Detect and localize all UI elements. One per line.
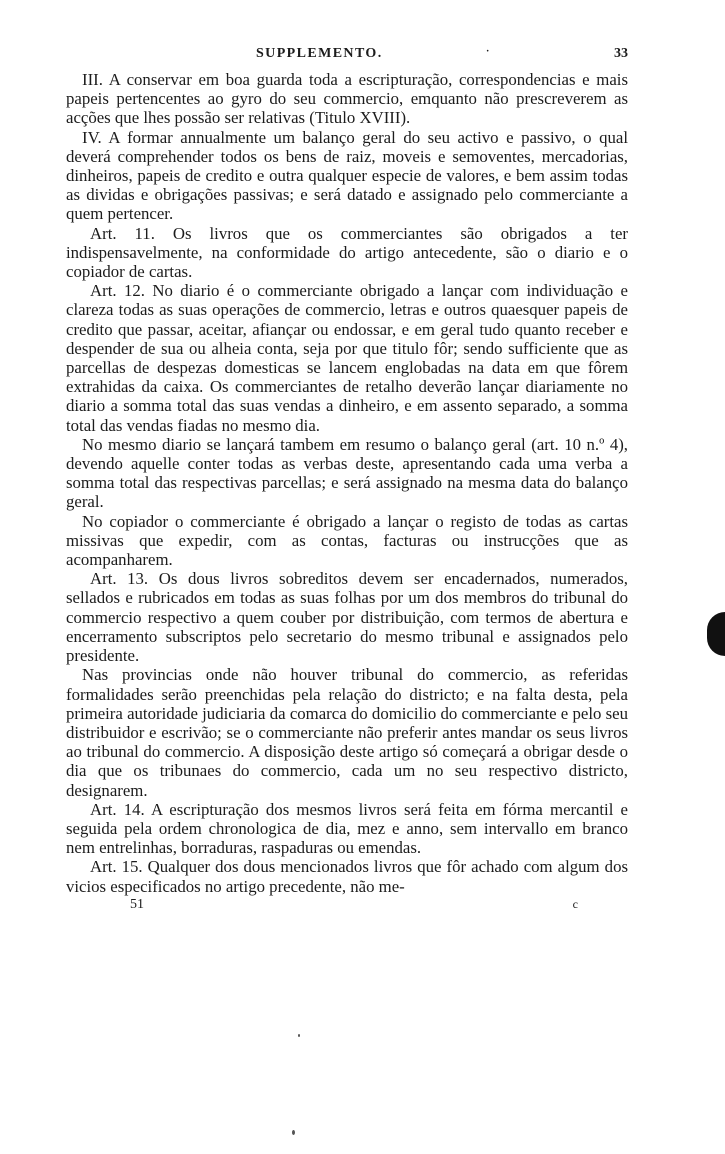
paper-speck: [292, 1130, 295, 1135]
catchword: c: [572, 896, 578, 911]
page-number: 33: [614, 46, 628, 61]
body-text: [66, 70, 628, 896]
paragraph-diario-balanco: No mesmo diario se lançará tambem em resumo o balanço geral (art. 10 n.º 4), devendo aquelle conter todas as verbas deste, apresentando cada uma verba a somma total das respectivas parcellas; e será assignado na mesma data do balanço geral.: [66, 434, 628, 512]
running-header: [66, 44, 628, 70]
paragraph-art-13: Art. 13. Os dous livros sobreditos devem ser encadernados, numerados, sellados e rubricados em todas as suas folhas por um dos membros do tribunal do commercio respectivo a quem couber por distribuição, com termos de abertura e encerramento subscriptos pelo secretario do mesmo tribunal e assignados pelo presidente.: [66, 569, 628, 666]
paper-speck: [298, 1034, 300, 1037]
paragraph-art-14: Art. 14. A escripturação dos mesmos livros será feita em fórma mercantil e seguida pela ordem chronologica de dia, mez e anno, sem intervallo em branco nem entrelinhas, borraduras, raspaduras ou emendas.: [66, 799, 628, 858]
signature-mark: 51: [130, 896, 144, 912]
header-mark: ·: [486, 46, 491, 57]
page-footer: [66, 897, 628, 917]
paragraph-item-iii: III. A conservar em boa guarda toda a escripturação, correspondencias e mais papeis pertencentes ao gyro do seu commercio, emquanto não prescreverem as acções que lhes possão ser relativas (Titulo XVIII).: [66, 70, 628, 128]
paragraph-copiador: No copiador o commerciante é obrigado a lançar o registo de todas as cartas missivas que expedir, com as contas, facturas ou instrucções que as acompanharem.: [66, 511, 628, 570]
paragraph-art-11: Art. 11. Os livros que os commerciantes são obrigados a ter indispensavelmente, na conformidade do artigo antecedente, são o diario e o copiador de cartas.: [66, 223, 628, 282]
paragraph-item-iv: IV. A formar annualmente um balanço geral do seu activo e passivo, o qual deverá comprehender todos os bens de raiz, moveis e semoventes, mercadorias, dinheiros, papeis de credito e outra qualquer especie de valores, e bem assim todas as dividas e obrigações passivas; e será datado e assignado pelo commerciante a quem pertencer.: [66, 127, 628, 224]
paragraph-art-15: Art. 15. Qualquer dos dous mencionados livros que fôr achado com algum dos vicios especificados no artigo precedente, não me-: [66, 857, 628, 896]
paragraph-provincias: Nas provincias onde não houver tribunal do commercio, as referidas formalidades serão preenchidas pela relação do districto; e na falta desta, pela primeira autoridade judiciaria da comarca do domicilio do commerciante e pelo seu distribuidor e escrivão; se o commerciante não preferir antes mandar os seus livros ao tribunal do commercio. A disposição deste artigo só começará a obrigar desde o dia que os tribunaes do commercio, cada um no seu respectivo districto, designarem.: [66, 665, 628, 800]
page-edge-shadow: [707, 612, 725, 656]
paragraph-art-12: Art. 12. No diario é o commerciante obrigado a lançar com individuação e clareza todas as suas operações de commercio, letras e outros quaesquer papeis de credito que passar, aceitar, afiançar ou endossar, e em geral tudo quanto receber e despender de sua ou alheia conta, seja por que titulo fôr; sendo sufficiente que as parcellas de despezas domesticas se lancem englobadas na data em que fôrem extrahidas da caixa. Os commerciantes de retalho deverão lançar diariamente no diario a somma total das suas vendas a dinheiro, e em assento separado, a somma total das vendas fiadas no mesmo dia.: [66, 281, 628, 435]
book-page: [66, 44, 628, 1144]
running-title: SUPPLEMENTO.: [256, 46, 383, 61]
